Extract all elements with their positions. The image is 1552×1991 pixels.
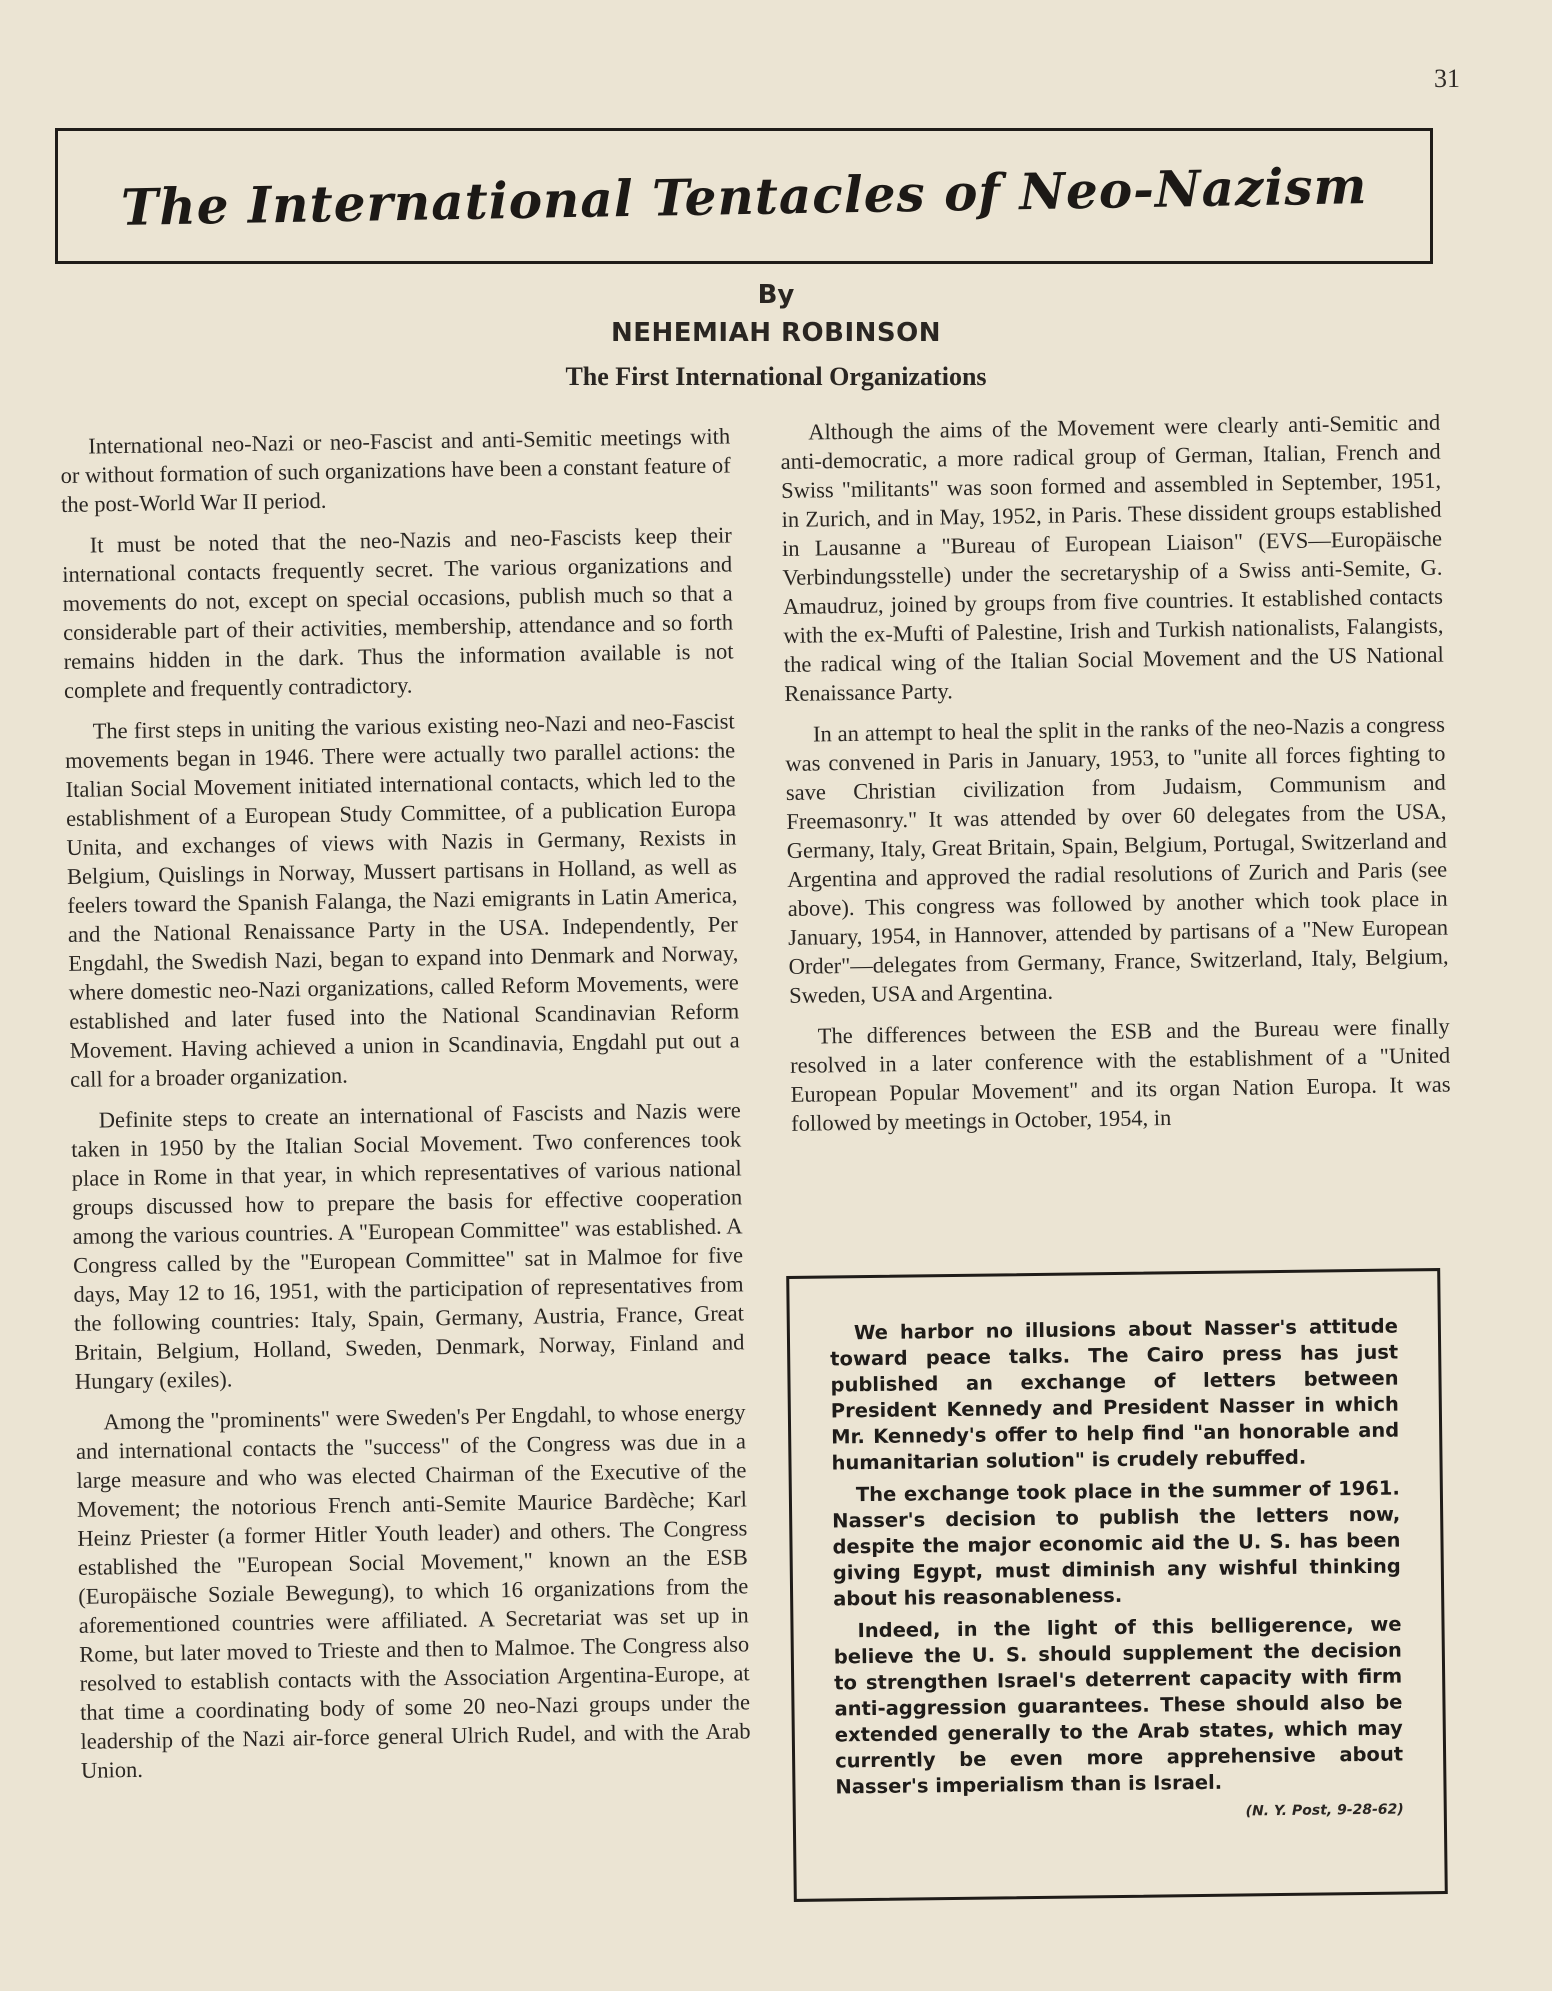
section-heading: The First International Organizations xyxy=(565,362,987,391)
right-column xyxy=(780,408,1451,1150)
quote-paragraph: The exchange took place in the summer of 1961. Nasser's decision to publish the letters now, despite the major economic aid the U. S. has been giving Egypt, must diminish any wishful thinking about his reasonableness. xyxy=(832,1476,1401,1611)
title-box xyxy=(55,128,1433,264)
paragraph: In an attempt to heal the split in the ranks of the neo-Nazis a congress was convened in Paris in January, 1953, to "unite all forces fighting to save Christian civilization from Judaism, Communism and Freemasonry." It was attended by over 60 delegates from the USA, Germany, Italy, Great Britain, Spain, Belgium, Portugal, Switzerland and Argentina and approved the radial resolutions of Zurich and Paris (see above). This congress was followed by another which took place in January, 1954, in Hannover, attended by partisans of a "New European Order"—delegates from Germany, France, Switzerland, Italy, Belgium, Sweden, USA and Argentina. xyxy=(785,711,1449,1008)
quote-paragraph: Indeed, in the light of this belligerence, we believe the U. S. should supplement the decision to strengthen Israel's deterrent capacity with firm anti-aggression guarantees. These should also be extended generally to the Arab states, which may currently be even more apprehensive about Nasser's imperialism than is Israel. xyxy=(833,1612,1404,1799)
paragraph: It must be noted that the neo-Nazis and neo-Fascists keep their international contacts frequently secret. The various organizations and movements do not, except on special occasions, publish much so that a considerable part of their activities, membership, attendance and so forth remains hidden in the dark. Thus the information available is not complete and frequently contradictory. xyxy=(62,522,734,703)
paragraph: The differences between the ESB and the Bureau were finally resolved in a later conference with the establishment of a "United European Popular Movement" and its organ Nation Europa. It was followed by meetings in October, 1954, in xyxy=(789,1013,1451,1136)
paragraph: International neo-Nazi or neo-Fascist and anti-Semitic meetings with or without formation of such organizations have been a constant feature of the post-World War II period. xyxy=(60,423,731,517)
paragraph: Among the "prominents" were Sweden's Per Engdahl, to whose energy and international contacts the "success" of the Congress was due in a large measure and who was elected Chairman of the Executive of the Movement; the notorious French anti-Semite Maurice Bardèche; Karl Heinz Priester (a former Hitler Youth leader) and others. The Congress established the "European Social Movement," known an the ESB (Europäische Soziale Bewegung), to which 16 organizations from the aforementioned countries were affiliated. A Secretariat was set up in Rome, but later moved to Trieste and then to Malmoe. The Congress also resolved to establish contacts with the Association Argentina-Europe, at that time a coordinating body of some 20 neo-Nazi groups under the leadership of the Nazi air-force general Ulrich Rudel, and with the Arab Union. xyxy=(75,1399,751,1783)
quote-box xyxy=(786,1268,1448,1902)
article-title: The International Tentacles of Neo-Nazism xyxy=(120,155,1368,237)
paragraph: Although the aims of the Movement were clearly anti-Semitic and anti-democratic, a more radical group of German, Italian, French and Swiss "militants" was soon formed and assembled in September, 1951, in Zurich, and in May, 1952, in Paris. These dissident groups established in Lausanne a "Bureau of European Liaison" (EVS—Europäische Verbindungsstelle) under the secretaryship of a Swiss anti-Semite, G. Amaudruz, joined by groups from five countries. It established contacts with the ex-Mufti of Palestine, Irish and Turkish nationalists, Falangists, the radical wing of the Italian Social Movement and the US National Renaissance Party. xyxy=(780,409,1444,706)
left-column xyxy=(60,421,751,1796)
paragraph: The first steps in uniting the various existing neo-Nazi and neo-Fascist movements began in 1946. There were actually two parallel actions: the Italian Social Movement initiated international contacts, which led to the establishment of a European Study Committee, of a publication Europa Unita, and exchanges of views with Nazis in Germany, Rexists in Belgium, Quislings in Norway, Mussert partisans in Holland, as well as feelers toward the Spanish Falanga, the Nazi emigrants in Latin America, and the National Renaissance Party in the USA. Independently, Per Engdahl, the Swedish Nazi, began to expand into Denmark and Norway, where domestic neo-Nazi organizations, called Reform Movements, were established and later fused into the National Scandinavian Reform Movement. Having achieved a union in Scandinavia, Engdahl put out a call for a broader organization. xyxy=(64,708,740,1092)
paragraph: Definite steps to create an international of Fascists and Nazis were taken in 1950 by the Italian Social Movement. Two conferences took place in Rome in that year, in which representatives of various national groups discussed how to prepare the basis for effective cooperation among the various countries. A "European Committee" was established. A Congress called by the "European Committee" sat in Malmoe for five days, May 12 to 16, 1951, with the participation of representatives from the following countries: Italy, Spain, Germany, Austria, France, Great Britain, Belgium, Holland, Sweden, Denmark, Norway, Finland and Hungary (exiles). xyxy=(71,1097,745,1394)
byline-author: NEHEMIAH ROBINSON xyxy=(611,318,941,348)
quote-paragraph: We harbor no illusions about Nasser's attitude toward peace talks. The Cairo press has just published an exchange of letters between President Kennedy and President Nasser in which Mr. Kennedy's offer to help find "an honorable and humanitarian solution" is crudely rebuffed. xyxy=(830,1314,1400,1475)
byline-by: By xyxy=(757,280,795,310)
quote-source: (N. Y. Post, 9-28-62) xyxy=(1245,1801,1404,1820)
page-number: 31 xyxy=(1434,64,1460,93)
